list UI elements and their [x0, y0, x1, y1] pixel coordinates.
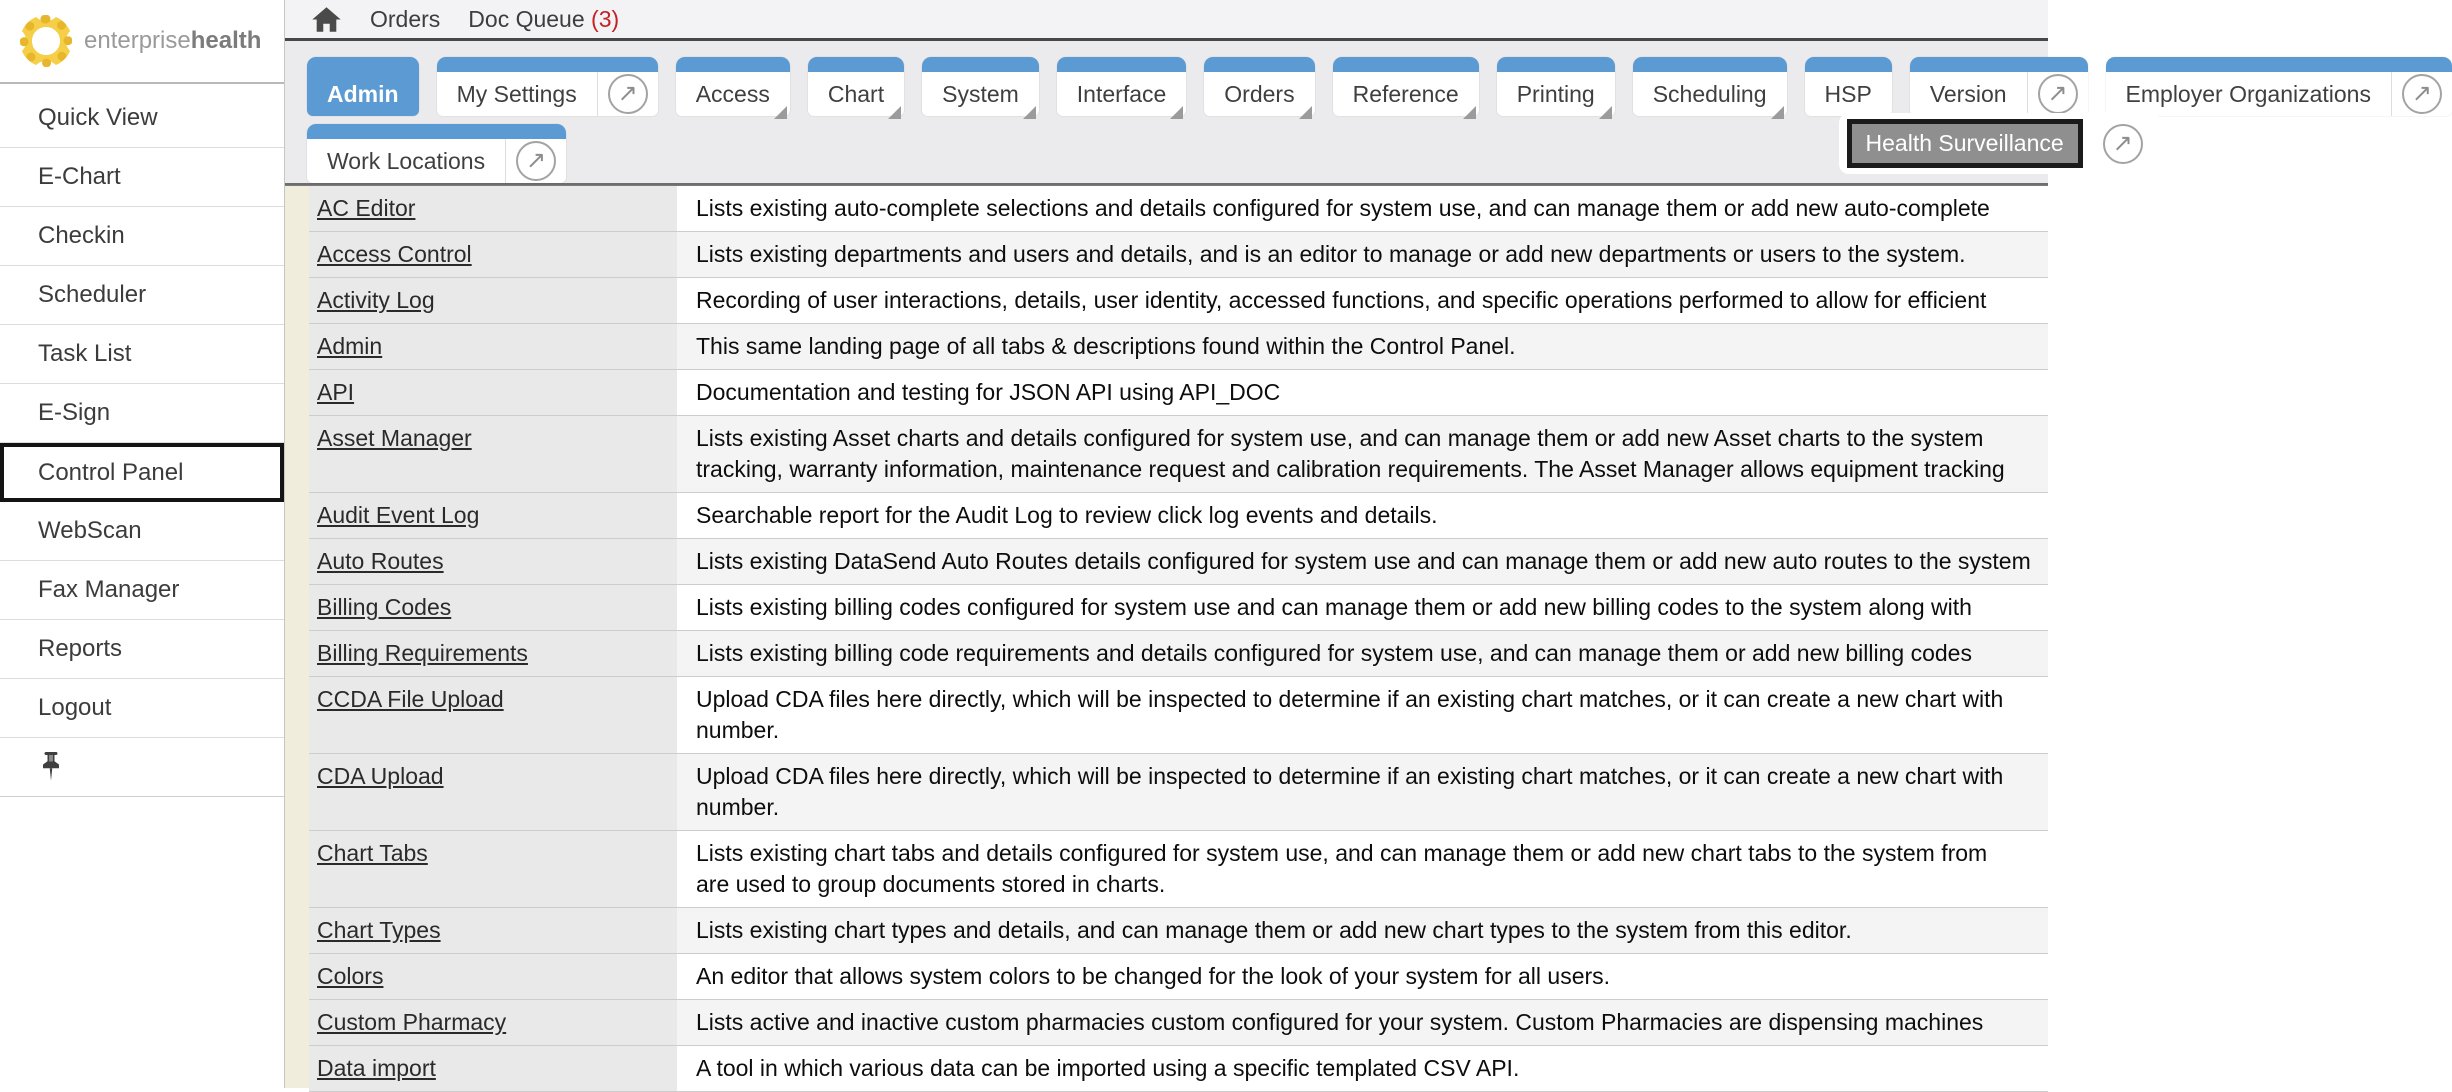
tab-body	[307, 72, 419, 116]
cp-link-chart-tabs[interactable]: Chart Tabs	[317, 840, 428, 866]
table-row	[309, 908, 2048, 954]
tab-interface[interactable]	[1057, 57, 1187, 116]
table-row	[309, 631, 2048, 677]
sidebar-item-label: E-Sign	[38, 399, 111, 426]
table-row	[309, 954, 2048, 1000]
pushpin-icon	[36, 750, 66, 784]
cp-link-access-control[interactable]: Access Control	[317, 241, 472, 267]
table-row	[309, 831, 2048, 908]
sidebar-item-e-chart[interactable]	[0, 148, 284, 207]
control-panel-rows	[309, 186, 2048, 1088]
tab-system[interactable]	[922, 57, 1039, 116]
house-icon	[311, 4, 342, 35]
logo	[0, 0, 284, 84]
tab-body	[2106, 72, 2452, 116]
description-line: Lists existing auto-complete selections and details configured for system use, and can manage them or add new auto-complete	[696, 195, 1990, 221]
tab-my-settings[interactable]	[437, 57, 658, 116]
tab-cap	[2106, 57, 2452, 72]
sidebar-item-label: Control Panel	[38, 458, 184, 486]
description-cell	[677, 539, 2048, 584]
description-line: Searchable report for the Audit Log to review click log events and details.	[696, 502, 1438, 528]
description-line: Lists active and inactive custom pharmacies custom configured for your system. Custom Pharmacies are dispensing machines	[696, 1009, 1984, 1035]
sidebar-item-scheduler[interactable]	[0, 266, 284, 325]
tab-employer-organizations[interactable]	[2106, 57, 2452, 116]
tab-label: Work Locations	[327, 147, 486, 174]
tab-body	[676, 72, 790, 116]
doc-queue-count-badge: (3)	[591, 5, 620, 32]
table-row	[309, 1046, 2048, 1092]
table-row	[309, 1000, 2048, 1046]
description-cell	[677, 1000, 2048, 1045]
cp-link-auto-routes[interactable]: Auto Routes	[317, 548, 444, 574]
external-link-icon[interactable]: ↗	[2402, 74, 2442, 114]
description-cell	[677, 493, 2048, 538]
breadcrumb	[285, 0, 2048, 41]
link-cell	[309, 585, 677, 630]
tab-work-locations[interactable]	[307, 124, 566, 183]
link-cell	[309, 1000, 677, 1045]
description-line: Recording of user interactions, details, user identity, accessed functions, and specific operations performed to allow for efficient	[696, 287, 1987, 313]
link-cell	[309, 232, 677, 277]
tab-label: Access	[695, 80, 770, 107]
sidebar-pin-button[interactable]	[0, 738, 284, 797]
cp-link-chart-types[interactable]: Chart Types	[317, 917, 441, 943]
sidebar-item-label: Quick View	[38, 104, 158, 131]
description-cell	[677, 631, 2048, 676]
external-link-icon[interactable]: ↗	[2103, 124, 2143, 164]
cp-link-audit-event-log[interactable]: Audit Event Log	[317, 502, 480, 528]
description-cell	[677, 186, 2048, 231]
table-row	[309, 493, 2048, 539]
description-line: Upload CDA files here directly, which will be inspected to determine if an existing chart matches, or it can create a new chart with	[696, 686, 2004, 712]
tab-label: System	[942, 80, 1019, 107]
link-cell	[309, 186, 677, 231]
description-cell	[677, 370, 2048, 415]
link-cell	[309, 631, 677, 676]
description-cell	[677, 754, 2048, 830]
cp-link-ac-editor[interactable]: AC Editor	[317, 195, 416, 221]
sidebar-item-label: WebScan	[38, 517, 142, 544]
link-cell	[309, 539, 677, 584]
external-link-icon-slot	[505, 139, 566, 183]
table-row	[309, 585, 2048, 631]
table-row	[309, 754, 2048, 831]
dropdown-corner-icon	[774, 106, 787, 119]
description-cell	[677, 1046, 2048, 1091]
cp-link-billing-requirements[interactable]: Billing Requirements	[317, 640, 528, 666]
tab-row-2	[285, 116, 2048, 183]
tab-label: My Settings	[456, 80, 577, 107]
cp-link-ccda-file-upload[interactable]: CCDA File Upload	[317, 686, 504, 712]
tab-body	[1633, 72, 1787, 116]
table-row	[309, 539, 2048, 585]
description-line: An editor that allows system colors to be changed for the look of your system for all users.	[696, 963, 1611, 989]
tab-cap	[1910, 57, 2088, 72]
tab-body	[1497, 72, 1615, 116]
cp-link-data-import[interactable]: Data import	[317, 1055, 436, 1081]
link-cell	[309, 1046, 677, 1091]
tab-cap	[307, 57, 419, 72]
sidebar-item-label: Task List	[38, 340, 132, 367]
external-link-icon[interactable]: ↗	[608, 74, 648, 114]
dropdown-corner-icon	[888, 106, 901, 119]
sidebar-item-label: Logout	[38, 694, 112, 721]
tab-reference[interactable]	[1333, 57, 1479, 116]
admin-tab-bar	[285, 41, 2433, 185]
enterprisehealth-logo-icon	[20, 15, 72, 67]
description-cell	[677, 908, 2048, 953]
description-line: This same landing page of all tabs & descriptions found within the Control Panel.	[696, 333, 1516, 359]
table-row	[309, 186, 2048, 232]
tab-body	[307, 139, 566, 183]
tab-access[interactable]	[676, 57, 790, 116]
cp-link-colors[interactable]: Colors	[317, 963, 384, 989]
description-line: Lists existing billing codes configured for system use and can manage them or add new billing codes to the system along with	[696, 594, 1972, 620]
description-line: Lists existing chart types and details, and can manage them or add new chart types to the system from this editor.	[696, 917, 1852, 943]
tab-cap	[437, 57, 658, 72]
link-cell	[309, 416, 677, 492]
tab-chart[interactable]	[808, 57, 904, 116]
tab-scheduling[interactable]	[1633, 57, 1787, 116]
external-link-icon-slot	[2093, 119, 2153, 168]
tab-label: HSP	[1824, 80, 1872, 107]
link-cell	[309, 493, 677, 538]
description-line: Lists existing Asset charts and details configured for system use, and can manage them or add new Asset charts to the system	[696, 425, 1984, 451]
table-row	[309, 232, 2048, 278]
sidebar-item-e-sign[interactable]	[0, 384, 284, 443]
sidebar-menu	[0, 84, 284, 738]
description-cell	[677, 954, 2048, 999]
logo-text	[84, 27, 261, 55]
cp-link-asset-manager[interactable]: Asset Manager	[317, 425, 472, 451]
tab-cap	[808, 57, 904, 72]
sidebar	[0, 0, 285, 1088]
tab-cap	[1333, 57, 1479, 72]
logo-text-bold: health	[190, 27, 262, 54]
tab-cap	[1633, 57, 1787, 72]
cp-link-admin[interactable]: Admin	[317, 333, 383, 359]
description-line: number.	[696, 717, 780, 743]
cp-link-activity-log[interactable]: Activity Log	[317, 287, 435, 313]
main-area	[285, 0, 2433, 1088]
breadcrumb-orders[interactable]: Orders	[370, 5, 441, 32]
tab-body	[1057, 72, 1187, 116]
tab-cap	[1805, 57, 1892, 72]
tab-cap	[1204, 57, 1314, 72]
table-row	[309, 278, 2048, 324]
description-cell	[677, 232, 2048, 277]
doc-queue-label: Doc Queue	[468, 5, 585, 32]
tab-body	[1805, 72, 1892, 116]
description-cell	[677, 278, 2048, 323]
tab-body	[437, 72, 658, 116]
sidebar-item-logout[interactable]	[0, 679, 284, 738]
external-link-icon-slot	[597, 72, 658, 116]
sidebar-item-quick-view[interactable]	[0, 89, 284, 148]
cp-link-cda-upload[interactable]: CDA Upload	[317, 763, 444, 789]
description-line: number.	[696, 794, 780, 820]
link-cell	[309, 908, 677, 953]
tab-orders[interactable]	[1204, 57, 1314, 116]
description-line: are used to group documents stored in charts.	[696, 871, 1166, 897]
sidebar-item-control-panel[interactable]	[0, 443, 284, 502]
control-panel-content	[285, 185, 2048, 1088]
sidebar-item-label: Checkin	[38, 222, 125, 249]
table-row	[309, 370, 2048, 416]
tab-cap	[1497, 57, 1615, 72]
home-button[interactable]	[311, 4, 342, 35]
dropdown-corner-icon	[1599, 106, 1612, 119]
tab-cap	[922, 57, 1039, 72]
tab-cap	[307, 124, 566, 139]
description-line: Lists existing chart tabs and details configured for system use, and can manage them or add new chart tabs to the system from	[696, 840, 1988, 866]
tab-label: Version	[1929, 80, 2007, 107]
sidebar-item-reports[interactable]	[0, 620, 284, 679]
left-accent-strip	[285, 186, 309, 1088]
description-line: tracking, warranty information, maintenance request and calibration requirements. The Asset Manager allows equipment tracking	[696, 456, 2005, 482]
table-row	[309, 416, 2048, 493]
tab-label: Employer Organizations	[2125, 80, 2371, 107]
cp-link-custom-pharmacy[interactable]: Custom Pharmacy	[317, 1009, 507, 1035]
tab-label: Scheduling	[1652, 80, 1767, 107]
breadcrumb-doc-queue[interactable]	[468, 6, 619, 33]
tab-body	[1910, 72, 2088, 116]
external-link-icon-slot	[2027, 72, 2088, 116]
tab-row-1	[285, 41, 2433, 157]
sidebar-item-webscan[interactable]	[0, 502, 284, 561]
description-cell	[677, 416, 2048, 492]
tab-label: Chart	[827, 80, 885, 107]
tab-body	[922, 72, 1039, 116]
tab-version[interactable]	[1910, 57, 2088, 116]
description-line: Documentation and testing for JSON API using API_DOC	[696, 379, 1281, 405]
description-line: Upload CDA files here directly, which will be inspected to determine if an existing chart matches, or it can create a new chart with	[696, 763, 2004, 789]
sidebar-item-task-list[interactable]	[0, 325, 284, 384]
sidebar-item-fax-manager[interactable]	[0, 561, 284, 620]
dropdown-corner-icon	[1771, 106, 1784, 119]
description-line: Lists existing billing code requirements and details configured for system use, and can manage them or add new billing codes	[696, 640, 1972, 666]
sidebar-item-checkin[interactable]	[0, 207, 284, 266]
dropdown-corner-icon	[1463, 106, 1476, 119]
table-row	[309, 324, 2048, 370]
hsp-dropdown-menu	[1839, 113, 2161, 174]
dropdown-corner-icon	[1170, 106, 1183, 119]
description-line: Lists existing departments and users and details, and is an editor to manage or add new departments or users to the system.	[696, 241, 1966, 267]
menu-item-health-surveillance[interactable]: Health Surveillance	[1847, 119, 2083, 168]
table-row	[309, 677, 2048, 754]
external-link-icon[interactable]: ↗	[516, 141, 556, 181]
tab-label: Interface	[1076, 80, 1167, 107]
description-cell	[677, 677, 2048, 753]
sidebar-item-label: Scheduler	[38, 281, 147, 308]
description-cell	[677, 324, 2048, 369]
tab-label: Printing	[1516, 80, 1595, 107]
external-link-icon-slot	[2391, 72, 2452, 116]
description-line: Lists existing DataSend Auto Routes details configured for system use and can manage them or add new auto routes to the system	[696, 548, 2031, 574]
tab-admin[interactable]	[307, 57, 419, 116]
tab-label: Reference	[1352, 80, 1459, 107]
tab-printing[interactable]	[1497, 57, 1615, 116]
tab-label: Orders	[1224, 80, 1295, 107]
link-cell	[309, 954, 677, 999]
cp-link-api[interactable]: API	[317, 379, 355, 405]
dropdown-corner-icon	[1299, 106, 1312, 119]
description-line: A tool in which various data can be imported using a specific templated CSV API.	[696, 1055, 1520, 1081]
link-cell	[309, 754, 677, 830]
sidebar-item-label: E-Chart	[38, 163, 121, 190]
link-cell	[309, 677, 677, 753]
tab-label: Admin	[327, 80, 399, 107]
link-cell	[309, 324, 677, 369]
description-cell	[677, 585, 2048, 630]
sidebar-item-label: Fax Manager	[38, 576, 180, 603]
dropdown-corner-icon	[1023, 106, 1036, 119]
link-cell	[309, 370, 677, 415]
link-cell	[309, 831, 677, 907]
sidebar-item-label: Reports	[38, 635, 123, 662]
cp-link-billing-codes[interactable]: Billing Codes	[317, 594, 452, 620]
logo-text-light: enterprise	[84, 27, 191, 54]
tab-body	[1333, 72, 1479, 116]
external-link-icon[interactable]: ↗	[2038, 74, 2078, 114]
tab-cap	[676, 57, 790, 72]
description-cell	[677, 831, 2048, 907]
tab-cap	[1057, 57, 1187, 72]
link-cell	[309, 278, 677, 323]
